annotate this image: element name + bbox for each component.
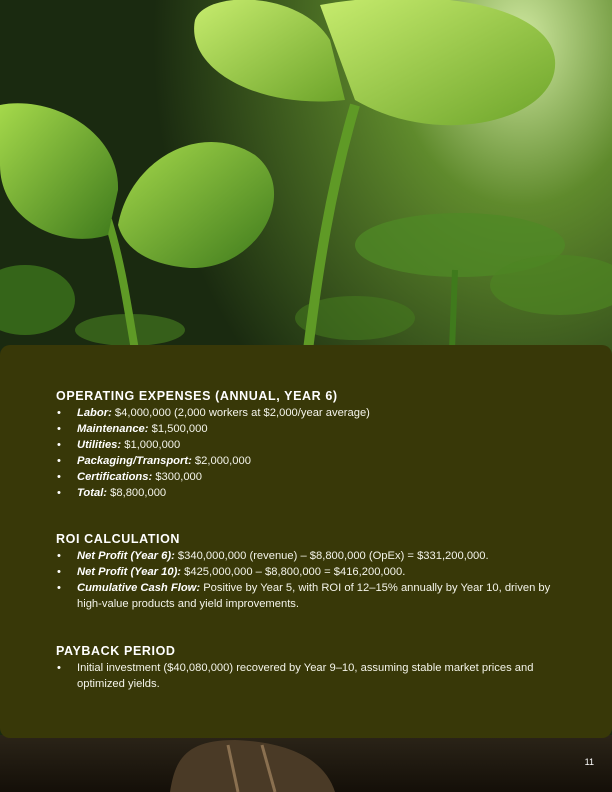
item-term: Net Profit (Year 6): (77, 550, 175, 562)
operating-expenses-list (56, 405, 576, 502)
item-term: Net Profit (Year 10): (77, 566, 182, 579)
list-item (56, 453, 576, 469)
list-item (56, 421, 576, 437)
item-text: $425,000,000 – $8,800,000 = $416,200,000. (181, 566, 406, 579)
operating-expenses-heading: OPERATING EXPENSES (ANNUAL, YEAR 6) (56, 389, 338, 403)
list-item (56, 660, 576, 692)
list-item (56, 437, 576, 453)
item-text: $4,000,000 (2,000 workers at $2,000/year average) (111, 407, 370, 419)
page-number: 11 (584, 757, 594, 767)
item-term: Utilities: (77, 439, 122, 452)
item-term: Packaging/Transport: (77, 455, 192, 468)
list-item (56, 485, 576, 501)
item-text: $340,000,000 (revenue) – $8,800,000 (OpEx) = $331,200,000. (174, 550, 489, 562)
roi-calculation-heading: ROI CALCULATION (56, 532, 181, 546)
list-item (56, 548, 576, 564)
roi-calculation-section (56, 532, 576, 612)
list-item (56, 580, 576, 612)
item-text: $2,000,000 (191, 455, 251, 468)
item-text: $300,000 (152, 471, 202, 484)
roi-calculation-list (56, 548, 576, 612)
item-text: $1,500,000 (148, 423, 208, 436)
payback-period-section (56, 644, 576, 692)
item-text: $8,800,000 (107, 487, 167, 500)
item-term: Cumulative Cash Flow: (77, 582, 201, 595)
item-term: Certifications: (77, 471, 153, 484)
item-text: Positive by Year 5, with ROI of 12–15% annually by Year 10, driven by high-value products and yield improvements. (77, 582, 551, 611)
item-text: $1,000,000 (121, 439, 181, 452)
item-term: Total: (77, 487, 108, 500)
payback-period-heading: PAYBACK PERIOD (56, 644, 176, 658)
operating-expenses-section (56, 389, 576, 502)
payback-period-list (56, 660, 576, 692)
item-term: Labor: (77, 407, 112, 419)
list-item (56, 564, 576, 580)
list-item (56, 469, 576, 485)
item-text: Initial investment ($40,080,000) recovered by Year 9–10, assuming stable market prices and optimized yields. (77, 662, 534, 691)
list-item (56, 405, 576, 421)
item-term: Maintenance: (77, 423, 149, 436)
